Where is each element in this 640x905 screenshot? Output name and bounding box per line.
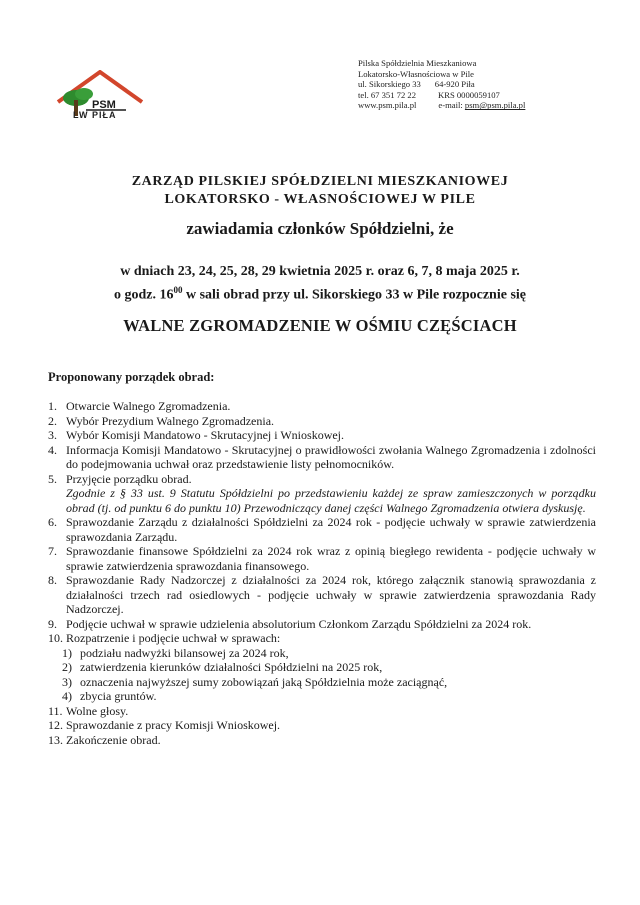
- agenda-subitem-number: 4): [62, 689, 72, 703]
- agenda-item-number: 5.: [48, 471, 57, 486]
- logo-caption: LW PIŁA: [73, 110, 117, 120]
- agenda-item-text: Sprawozdanie Zarządu z działalności Spółdzielni za 2024 rok - podjęcie uchwały w sprawie zatwierdzenia sprawozdania Zarządu.: [66, 515, 596, 544]
- contact-phone-krs: [358, 90, 525, 101]
- contact-email-link[interactable]: psm@psm.pila.pl: [464, 100, 526, 111]
- agenda-item: [48, 399, 596, 414]
- board-heading: [0, 173, 640, 209]
- agenda-subitem-number: 2): [62, 660, 72, 674]
- agenda-item-number: 1.: [48, 399, 57, 413]
- agenda-item: [48, 544, 596, 573]
- agenda-item-text: Wybór Komisji Mandatowo - Skrutacyjnej i Wnioskowej.: [66, 428, 345, 442]
- agenda-item-text: Sprawozdanie z pracy Komisji Wnioskowej.: [66, 718, 281, 732]
- agenda-item: [48, 472, 596, 516]
- agenda-subitem: [48, 660, 596, 675]
- agenda-item-number: 9.: [48, 616, 57, 631]
- agenda-item-number: 4.: [48, 442, 57, 457]
- board-heading-line-2: LOKATORSKO - WŁASNOŚCIOWEJ W PILE: [164, 192, 476, 207]
- agenda-item-text: Zakończenie obrad.: [66, 732, 161, 747]
- agenda-item-text: Wolne głosy.: [66, 703, 129, 718]
- agenda-item-text: Informacja Komisji Mandatowo - Skrutacyjnej o prawidłowości zwołania Walnego Zgromadzenia i zdolności do podejmowania uchwał oraz przedstawienie listy pełnomocników.: [66, 442, 596, 471]
- agenda-subitem-text: zbycia gruntów.: [80, 689, 157, 703]
- agenda-list: [48, 399, 596, 747]
- notify-heading: zawiadamia członków Spółdzielni, że: [186, 219, 454, 238]
- location-text: w sali obrad przy ul. Sikorskiego 33 w Pile rozpocznie się: [182, 287, 526, 303]
- agenda-subitem: [48, 646, 596, 661]
- agenda-item-text: Podjęcie uchwał w sprawie udzielenia absolutorium Członkom Zarządu Spółdzielni za 2024 rok.: [66, 616, 532, 631]
- agenda-subitem: [48, 689, 596, 704]
- board-heading-line-1: ZARZĄD PILSKIEJ SPÓŁDZIELNI MIESZKANIOWEJ: [131, 174, 509, 189]
- contact-street: ul. Sikorskiego 33: [358, 79, 421, 90]
- contact-postal: 64-920 Piła: [434, 79, 475, 90]
- time-text: o godz. 16: [113, 287, 174, 303]
- agenda-item-text: Rozpatrzenie i podjęcie uchwał w sprawach:: [66, 631, 281, 645]
- agenda-title: Proponowany porządek obrad:: [48, 370, 215, 384]
- agenda-item-number: 6.: [48, 515, 57, 529]
- dates-line-2: [0, 281, 640, 305]
- agenda-item: [48, 573, 596, 617]
- agenda-item-number: 7.: [48, 544, 57, 558]
- contact-web: [358, 100, 525, 111]
- agenda-subitem-text: zatwierdzenia kierunków działalności Spółdzielni na 2025 rok,: [80, 660, 383, 674]
- agenda-subitem-text: oznaczenia najwyższej sumy zobowiązań jaką Spółdzielnia może zaciągnąć,: [80, 674, 448, 689]
- contact-name-1: Pilska Spółdzielnia Mieszkaniowa: [358, 58, 477, 68]
- agenda-item-number: 11.: [48, 703, 63, 718]
- agenda-item: [48, 631, 596, 646]
- contact-name-2: Lokatorsko-Własnościowa w Pile: [358, 68, 474, 79]
- contact-email-label: e-mail:: [438, 100, 463, 111]
- agenda-item-text: Sprawozdanie finansowe Spółdzielni za 2024 rok wraz z opinią biegłego rewidenta - podjęcie uchwały w sprawie zatwierdzenia sprawozdania finansowego.: [66, 544, 596, 573]
- agenda-item: [48, 617, 596, 632]
- contact-tel: tel. 67 351 72 22: [358, 89, 417, 100]
- agenda-item-text: Otwarcie Walnego Zgromadzenia.: [66, 399, 231, 413]
- agenda-item: [48, 428, 596, 443]
- logo-psm-text: PSM: [92, 99, 116, 111]
- dates-heading: [0, 262, 640, 305]
- agenda-item: [48, 414, 596, 429]
- agenda-item-number: 10.: [48, 631, 63, 645]
- contact-www[interactable]: www.psm.pila.pl: [358, 100, 417, 111]
- agenda-item: [48, 704, 596, 719]
- agenda-item: [48, 718, 596, 733]
- agenda-item-number: 12.: [48, 718, 63, 732]
- agenda-item-note: Zgodnie z § 33 ust. 9 Statutu Spółdzielni po przedstawieniu każdej ze spraw zamieszczonych w porządku obrad (tj. od punktu 6 do punktu 10) Przewodniczący danej części Walnego Zgromadzenia otwiera dyskusję.: [66, 486, 596, 515]
- agenda-subitem: [48, 675, 596, 690]
- agenda-item: [48, 515, 596, 544]
- agenda-item: [48, 443, 596, 472]
- contact-block: [358, 58, 525, 111]
- agenda-item-text: Wybór Prezydium Walnego Zgromadzenia.: [66, 413, 275, 428]
- agenda-subitem-number: 1): [62, 645, 72, 660]
- agenda-item-number: 8.: [48, 573, 57, 587]
- agenda-item-number: 13.: [48, 732, 63, 747]
- contact-krs: KRS 0000059107: [438, 89, 500, 100]
- agenda-item-number: 2.: [48, 413, 57, 428]
- assembly-heading: WALNE ZGROMADZENIE W OŚMIU CZĘŚCIACH: [123, 316, 517, 335]
- time-minutes: 00: [173, 285, 183, 295]
- agenda-item-number: 3.: [48, 428, 57, 442]
- agenda-subitem-text: podziału nadwyżki bilansowej za 2024 rok,: [80, 645, 289, 660]
- agenda-item-text: Przyjęcie porządku obrad.: [66, 471, 192, 486]
- agenda-item-text: Sprawozdanie Rady Nadzorczej z działalności za 2024 rok, którego załącznik stanowią sprawozdania z działalności trzech rad osiedlowych - podjęcie uchwały w sprawie zatwierdzenia sprawozdania Rady Nadzorczej.: [66, 573, 596, 616]
- agenda-item: [48, 733, 596, 748]
- dates-line-1: w dniach 23, 24, 25, 28, 29 kwietnia 2025 r. oraz 6, 7, 8 maja 2025 r.: [120, 264, 520, 279]
- agenda-subitem-number: 3): [62, 674, 72, 689]
- contact-address: [358, 79, 525, 90]
